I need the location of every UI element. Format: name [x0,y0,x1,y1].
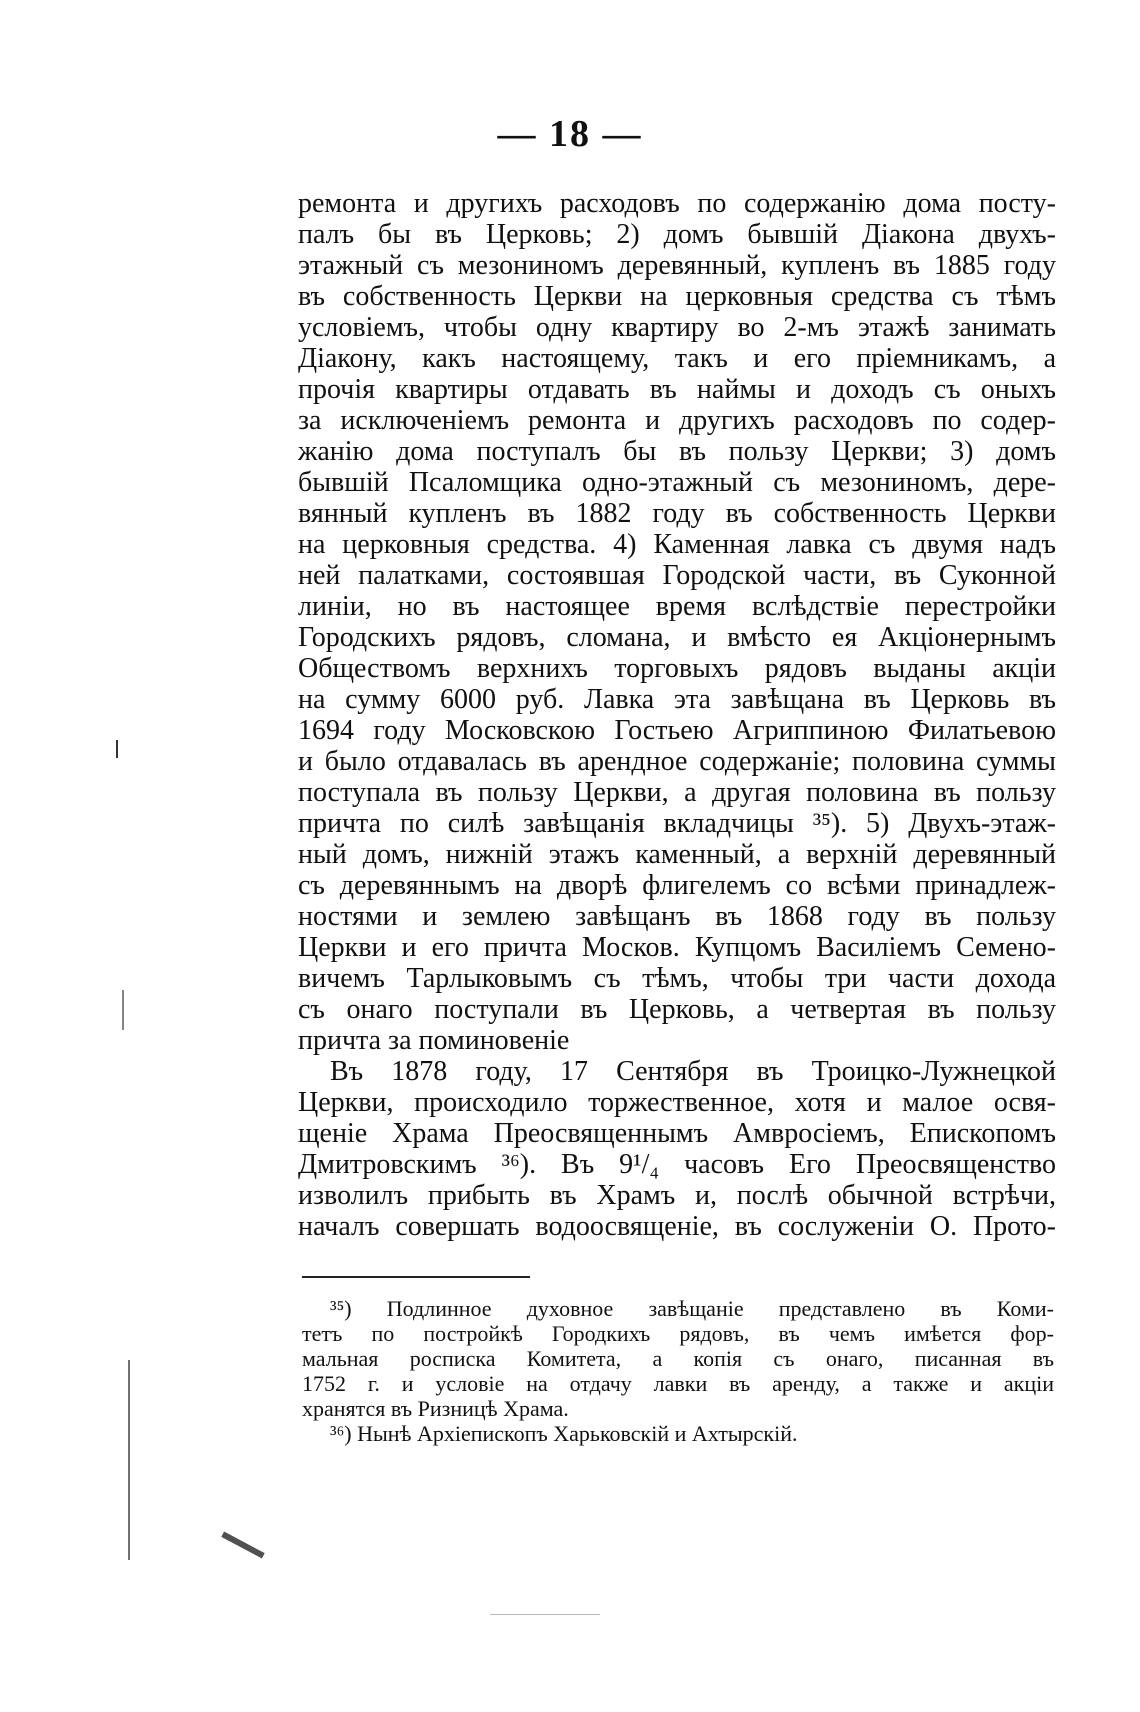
text-line: щеніе Храма Преосвященнымъ Амвросіемъ, Епископомъ [298,1118,1056,1149]
text-line: Обществомъ верхнихъ торговыхъ рядовъ выданы акціи [298,653,1056,684]
text-line: ней палатками, состоявшая Городской части, въ Суконной [298,560,1056,591]
footnote-line: тетъ по постройкѣ Городкихъ рядовъ, въ чемъ имѣется фор- [302,1321,1054,1346]
scan-artifact [490,1614,600,1615]
text-line: съ деревяннымъ на дворѣ флигелемъ со всѣми принадлеж- [298,870,1056,901]
text-line: условіемъ, чтобы одну квартиру во 2-мъ этажѣ занимать [298,312,1056,343]
text-line: въ собственность Церкви на церковныя средства съ тѣмъ [298,281,1056,312]
footnote-line: хранятся въ Ризницѣ Храма. [302,1396,569,1421]
footnote-line: 1752 г. и условіе на отдачу лавки въ аренду, а также и акціи [302,1371,1054,1396]
body-text [298,188,1056,1242]
text-line: началъ совершать водоосвященіе, въ сослуженіи О. Прото- [298,1211,1056,1242]
text-line: этажный съ мезониномъ деревянный, купленъ въ 1885 году [298,250,1056,281]
text-line: Діакону, какъ настоящему, такъ и его пріемникамъ, а [298,343,1056,374]
text-line: вянный купленъ въ 1882 году въ собственность Церкви [298,498,1056,529]
text-line: Церкви, происходило торжественное, хотя и малое освя- [298,1087,1056,1118]
footnote-line: ³⁶) Нынѣ Архіепископъ Харьковскій и Ахтырскій. [330,1421,798,1446]
text-line: 1694 году Московскою Гостьею Агриппиною Филатьевою [298,715,1056,746]
footnote-line: мальная росписка Комитета, а копія съ онаго, писанная въ [302,1346,1054,1371]
text-line: палъ бы въ Церковь; 2) домъ бывшій Діакона двухъ- [298,219,1056,250]
text-line: за исключеніемъ ремонта и другихъ расходовъ по содер- [298,405,1056,436]
text-line: линіи, но въ настоящее время вслѣдствіе перестройки [298,591,1056,622]
text-line: ный домъ, нижній этажъ каменный, а верхній деревянный [298,839,1056,870]
text-line: жанію дома поступалъ бы въ пользу Церкви; 3) домъ [298,436,1056,467]
text-line: съ онаго поступали въ Церковь, а четвертая въ пользу [298,994,1056,1025]
footnotes [302,1296,1054,1446]
scan-artifact [122,990,124,1030]
scan-artifact [128,1360,130,1560]
text-line: на сумму 6000 руб. Лавка эта завѣщана въ Церковь въ [298,684,1056,715]
text-line: вичемъ Тарлыковымъ съ тѣмъ, чтобы три части дохода [298,963,1056,994]
text-line: изволилъ прибыть въ Храмъ и, послѣ обычной встрѣчи, [298,1180,1056,1211]
text-line: причта за поминовеніе [298,1025,570,1056]
text-line: Церкви и его причта Москов. Купцомъ Василіемъ Семено- [298,932,1056,963]
text-line: Дмитровскимъ ³⁶). Въ 9¹/₄ часовъ Его Преосвященство [298,1149,1056,1180]
footnote-line: ³⁵) Подлинное духовное завѣщаніе представлено въ Коми- [330,1296,1054,1321]
text-line: Въ 1878 году, 17 Сентября въ Троицко-Лужнецкой [330,1056,1056,1087]
text-line: поступала въ пользу Церкви, а другая половина въ пользу [298,777,1056,808]
text-line: и было отдавалась въ арендное содержаніе; половина суммы [298,746,1056,777]
scan-artifact [221,1532,264,1559]
text-line: ремонта и другихъ расходовъ по содержанію дома посту- [298,188,1056,219]
page-number: — 18 — [497,113,643,155]
scan-artifact [116,740,118,758]
text-line: бывшій Псаломщика одно-этажный съ мезониномъ, дере- [298,467,1056,498]
text-line: Городскихъ рядовъ, сломана, и вмѣсто ея Акціонернымъ [298,622,1056,653]
text-line: прочія квартиры отдавать въ наймы и доходъ съ оныхъ [298,374,1056,405]
text-line: причта по силѣ завѣщанія вкладчицы ³⁵). 5) Двухъ-этаж- [298,808,1056,839]
text-line: ностями и землею завѣщанъ въ 1868 году въ пользу [298,901,1056,932]
text-line: на церковныя средства. 4) Каменная лавка съ двумя надъ [298,529,1056,560]
footnote-divider [302,1276,530,1278]
